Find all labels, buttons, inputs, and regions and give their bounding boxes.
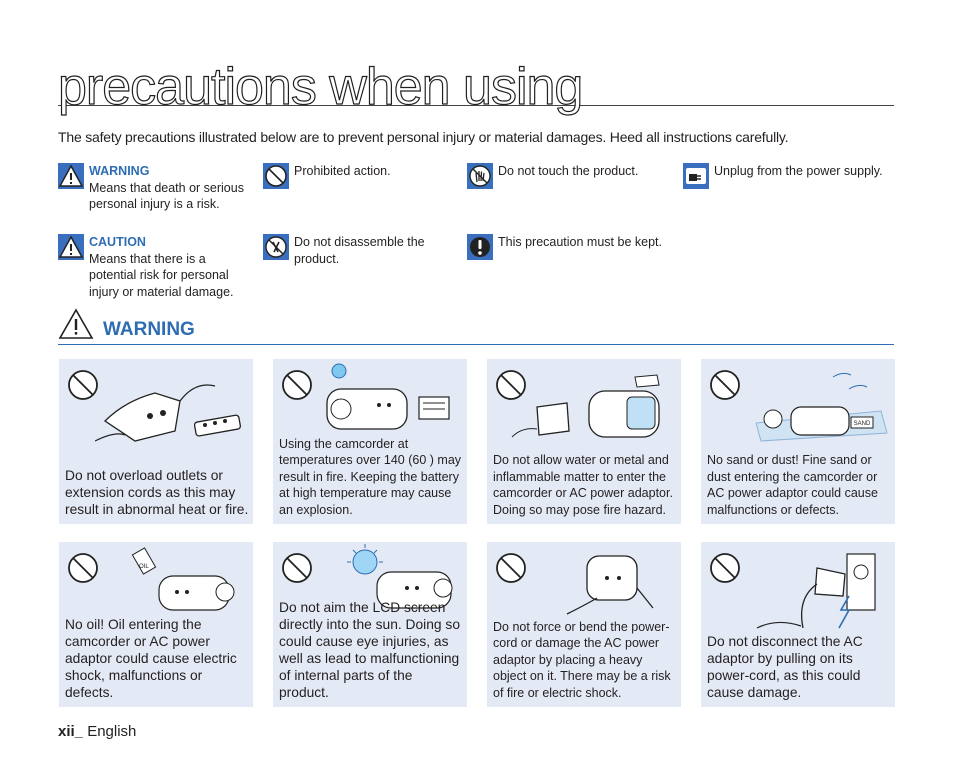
legend-caution bbox=[58, 234, 258, 300]
caution-triangle-icon bbox=[58, 234, 84, 260]
legend-warning bbox=[58, 163, 258, 213]
prohibited-icon bbox=[495, 552, 527, 584]
precaution-card-sand-dust bbox=[701, 359, 895, 524]
oil-label: OIL bbox=[139, 564, 149, 570]
page-title: precautions when using bbox=[58, 58, 583, 116]
legend-unplug bbox=[683, 163, 898, 193]
bent-cord-adaptor-illustration bbox=[557, 548, 667, 620]
legend-text: Do not touch the product. bbox=[498, 164, 639, 178]
page-number: xii_ bbox=[58, 723, 84, 740]
precaution-text: No sand or dust! Fine sand or dust entering the camcorder or AC power adaptor could cause malfunctions or defects. bbox=[707, 453, 878, 517]
prohibited-icon bbox=[281, 369, 313, 401]
page-footer bbox=[58, 723, 136, 740]
legend-text: Prohibited action. bbox=[294, 164, 391, 178]
precaution-card-water-metal bbox=[487, 359, 681, 524]
warning-triangle-icon bbox=[58, 308, 94, 340]
precaution-card-temperature bbox=[273, 359, 467, 524]
precaution-text: Using the camcorder at temperatures over 140 (60 ) may result in fire. Keeping the battery at high temperature may cause an explosion. bbox=[279, 436, 462, 517]
water-camcorder-illustration bbox=[507, 367, 677, 445]
must-keep-exclamation-icon bbox=[467, 234, 493, 260]
prohibited-icon bbox=[709, 369, 741, 401]
prohibited-icon bbox=[67, 552, 99, 584]
legend-heading: CAUTION bbox=[89, 235, 146, 249]
precaution-text: Do not overload outlets or extension cords as this may result in abnormal heat or fire. bbox=[65, 468, 249, 517]
oil-camcorder-illustration bbox=[129, 546, 249, 616]
precaution-card-disconnect bbox=[701, 542, 895, 707]
legend-text: Unplug from the power supply. bbox=[714, 164, 883, 178]
prohibited-icon bbox=[281, 552, 313, 584]
sand-camcorder-illustration bbox=[751, 363, 891, 443]
pull-cord-illustration bbox=[737, 548, 887, 634]
page-title-bar bbox=[58, 56, 894, 116]
hot-camcorder-illustration bbox=[319, 361, 465, 435]
precaution-card-sun bbox=[273, 542, 467, 707]
precaution-text: Do not allow water or metal and inflammable matter to enter the camcorder or AC power adaptor. Doing so may pose fire hazard. bbox=[493, 453, 673, 517]
precaution-card-oil bbox=[59, 542, 253, 707]
legend-no-touch bbox=[467, 163, 667, 193]
warning-section-header bbox=[58, 308, 894, 345]
no-disassemble-icon bbox=[263, 234, 289, 260]
no-touch-hand-icon bbox=[467, 163, 493, 189]
intro-paragraph: The safety precautions illustrated below are to prevent personal injury or material damages. Heed all instructions carefully. bbox=[58, 129, 789, 145]
precaution-text: Do not disconnect the AC adaptor by pulling on its power-cord, as this could cause damage. bbox=[707, 634, 863, 700]
warning-triangle-icon bbox=[58, 163, 84, 189]
legend-text: Means that death or serious personal injury is a risk. bbox=[89, 180, 244, 211]
footer-language: English bbox=[87, 723, 137, 740]
prohibited-icon bbox=[263, 163, 289, 189]
legend-must-keep bbox=[467, 234, 677, 264]
legend-text: Means that there is a potential risk for personal injury or material damage. bbox=[89, 251, 234, 299]
legend-heading: WARNING bbox=[89, 164, 150, 178]
precaution-card-overload bbox=[59, 359, 253, 524]
legend-text: This precaution must be kept. bbox=[498, 235, 662, 249]
legend-prohibited bbox=[263, 163, 443, 193]
precaution-text: Do not force or bend the power-cord or damage the AC power adaptor by placing a heavy object on it. There may be a risk of fire or electric shock. bbox=[493, 619, 671, 700]
overloaded-outlet-illustration bbox=[95, 371, 245, 449]
precaution-text: Do not aim the LCD screen directly into the sun. Doing so could cause eye injuries, as well as lead to malfunctioning of internal parts of the product. bbox=[279, 600, 460, 700]
sand-label: SAND bbox=[853, 421, 871, 427]
unplug-icon bbox=[683, 163, 709, 189]
legend-text: Do not disassemble the product. bbox=[294, 235, 425, 266]
warning-section-title: WARNING bbox=[103, 319, 195, 340]
precaution-card-power-cord bbox=[487, 542, 681, 707]
legend-no-disassemble bbox=[263, 234, 443, 270]
precaution-text: No oil! Oil entering the camcorder or AC power adaptor could cause electric shock, malfunctions or defects. bbox=[65, 617, 237, 700]
